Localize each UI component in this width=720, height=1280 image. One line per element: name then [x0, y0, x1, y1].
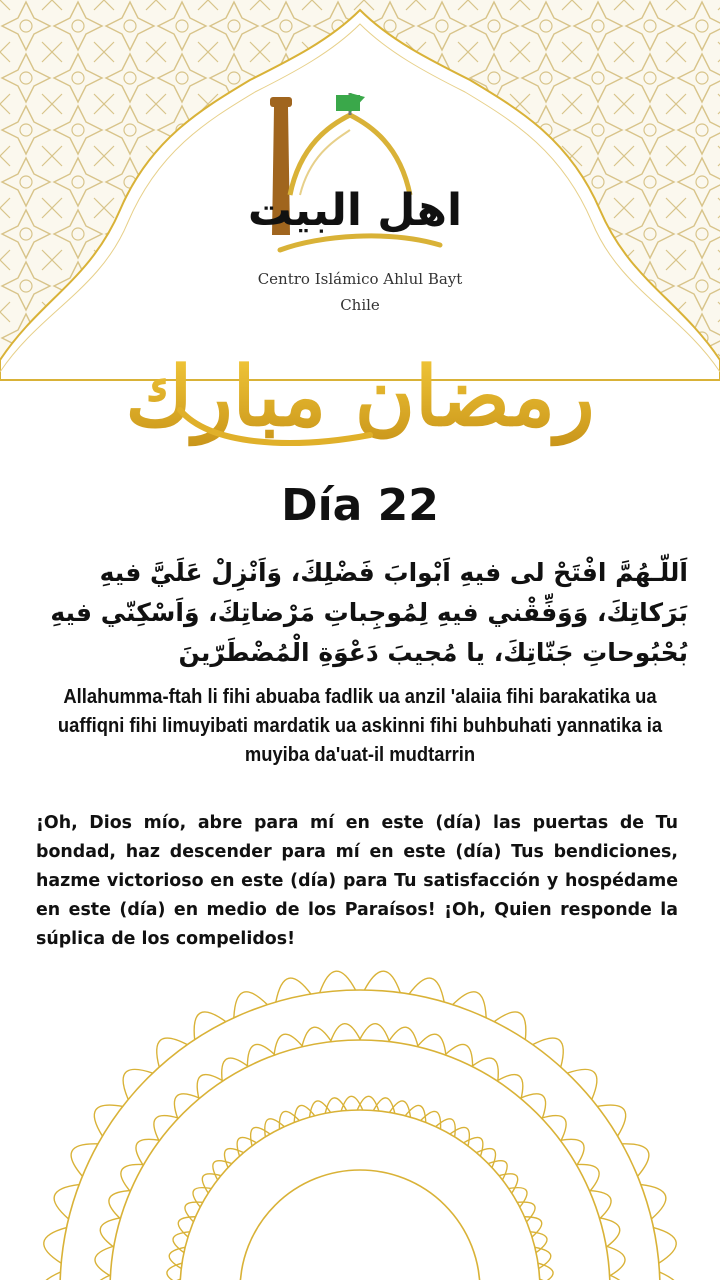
mandala-petal — [357, 1096, 379, 1111]
mandala-petal — [136, 1139, 160, 1165]
org-name-line1: Centro Islámico Ahlul Bayt — [257, 270, 463, 288]
mandala-petal — [93, 1275, 110, 1280]
mandala-petal — [494, 1012, 526, 1040]
mandala-petal — [464, 1137, 483, 1156]
mandala-petal — [641, 1185, 666, 1219]
ramadan-mubarak-calligraphy — [125, 325, 595, 470]
mandala-petal — [453, 992, 486, 1018]
mandala-petal — [476, 1149, 495, 1168]
mandala-petal — [659, 1272, 679, 1280]
mandala-petal — [409, 978, 444, 1002]
mandala-petal — [174, 1094, 199, 1119]
mandala-petal — [488, 1161, 507, 1180]
mandala-petal — [54, 1185, 79, 1219]
dua-transliteration: Allahumma-ftah li fihi abuaba fadlik ua anzil 'alaiia fihi barakatika ua uaffiqni fihi limuyibati mardatik ua askinni fihi buhbuhati yannatika ia muyiba da'uat-il mudtarrin — [57, 686, 663, 766]
mandala-petal — [202, 1174, 221, 1193]
mandala-petal — [194, 1012, 226, 1040]
mandala-petal — [274, 1034, 303, 1055]
mandala-petal — [520, 1094, 545, 1119]
mandala-petal — [497, 1075, 523, 1099]
organization-name — [200, 266, 520, 318]
mandala-petal — [589, 1191, 611, 1219]
mandala-petal — [123, 1069, 153, 1099]
day-title: Día 22 — [281, 480, 439, 531]
mandala-petal — [197, 1075, 223, 1099]
mandala-petal — [109, 1191, 131, 1219]
mandala-petal — [567, 1069, 597, 1099]
mandala-petal — [360, 1024, 390, 1042]
mandala-petal — [331, 1024, 361, 1042]
mandala-petal — [154, 1116, 179, 1142]
mandala-petal — [279, 1111, 299, 1129]
mandala-petal — [100, 1218, 120, 1247]
mandala-petal — [533, 1038, 564, 1067]
mandala-petal — [417, 1034, 446, 1055]
mandala-petal — [341, 1096, 363, 1111]
mandala-petal — [472, 1058, 498, 1081]
logo-wordmark: اهل البيت — [247, 185, 463, 236]
mandala-petal — [222, 1058, 248, 1081]
org-name-line2: Chile — [340, 296, 380, 314]
mandala-petal — [599, 1218, 619, 1247]
mandala-petal — [234, 992, 267, 1018]
mandala-petal — [421, 1111, 441, 1129]
mandala-petal — [213, 1161, 232, 1180]
mandala-petal — [499, 1174, 518, 1193]
mandala-petal — [276, 978, 311, 1002]
mandala-petal — [542, 1116, 567, 1142]
mandala-petal — [224, 1149, 243, 1168]
mandala-petal — [597, 1105, 625, 1136]
ramadan-greeting-text: رمضان مبارك — [125, 349, 595, 445]
mandala-petal — [560, 1139, 584, 1165]
mandala-petal — [610, 1275, 627, 1280]
bottom-mandala-ornament — [0, 960, 720, 1280]
mandala-petal — [40, 1272, 60, 1280]
dua-spanish-translation: ¡Oh, Dios mío, abre para mí en este (día) las puertas de Tu bondad, haz descender para mí en este (día) Tus bendiciones, hazme victorioso en este (día) para Tu satisfacción y hospédame en este (día) en medio de los Paraísos! ¡Oh, Quien responde la súplica de los compelidos! — [36, 813, 678, 949]
mandala-petal — [237, 1137, 256, 1156]
mandala-petal — [94, 1105, 122, 1136]
mandala-petal — [157, 1038, 188, 1067]
dua-arabic-text: اَللّـهُمَّ افْتَحْ لى فيهِ اَبْوابَ فَضْلِكَ، وَاَنْزِلْ عَلَيَّ فيهِ بَرَكاتِكَ، وَوَفِّقْني فيهِ لِمُوجِباتِ مَرْضاتِكَ، وَاَسْكِنّي فيهِ بُحْبُوحاتِ جَنّاتِكَ، يا مُجيبَ دَعْوَةِ الْمُضْطَرّينَ — [50, 558, 688, 667]
